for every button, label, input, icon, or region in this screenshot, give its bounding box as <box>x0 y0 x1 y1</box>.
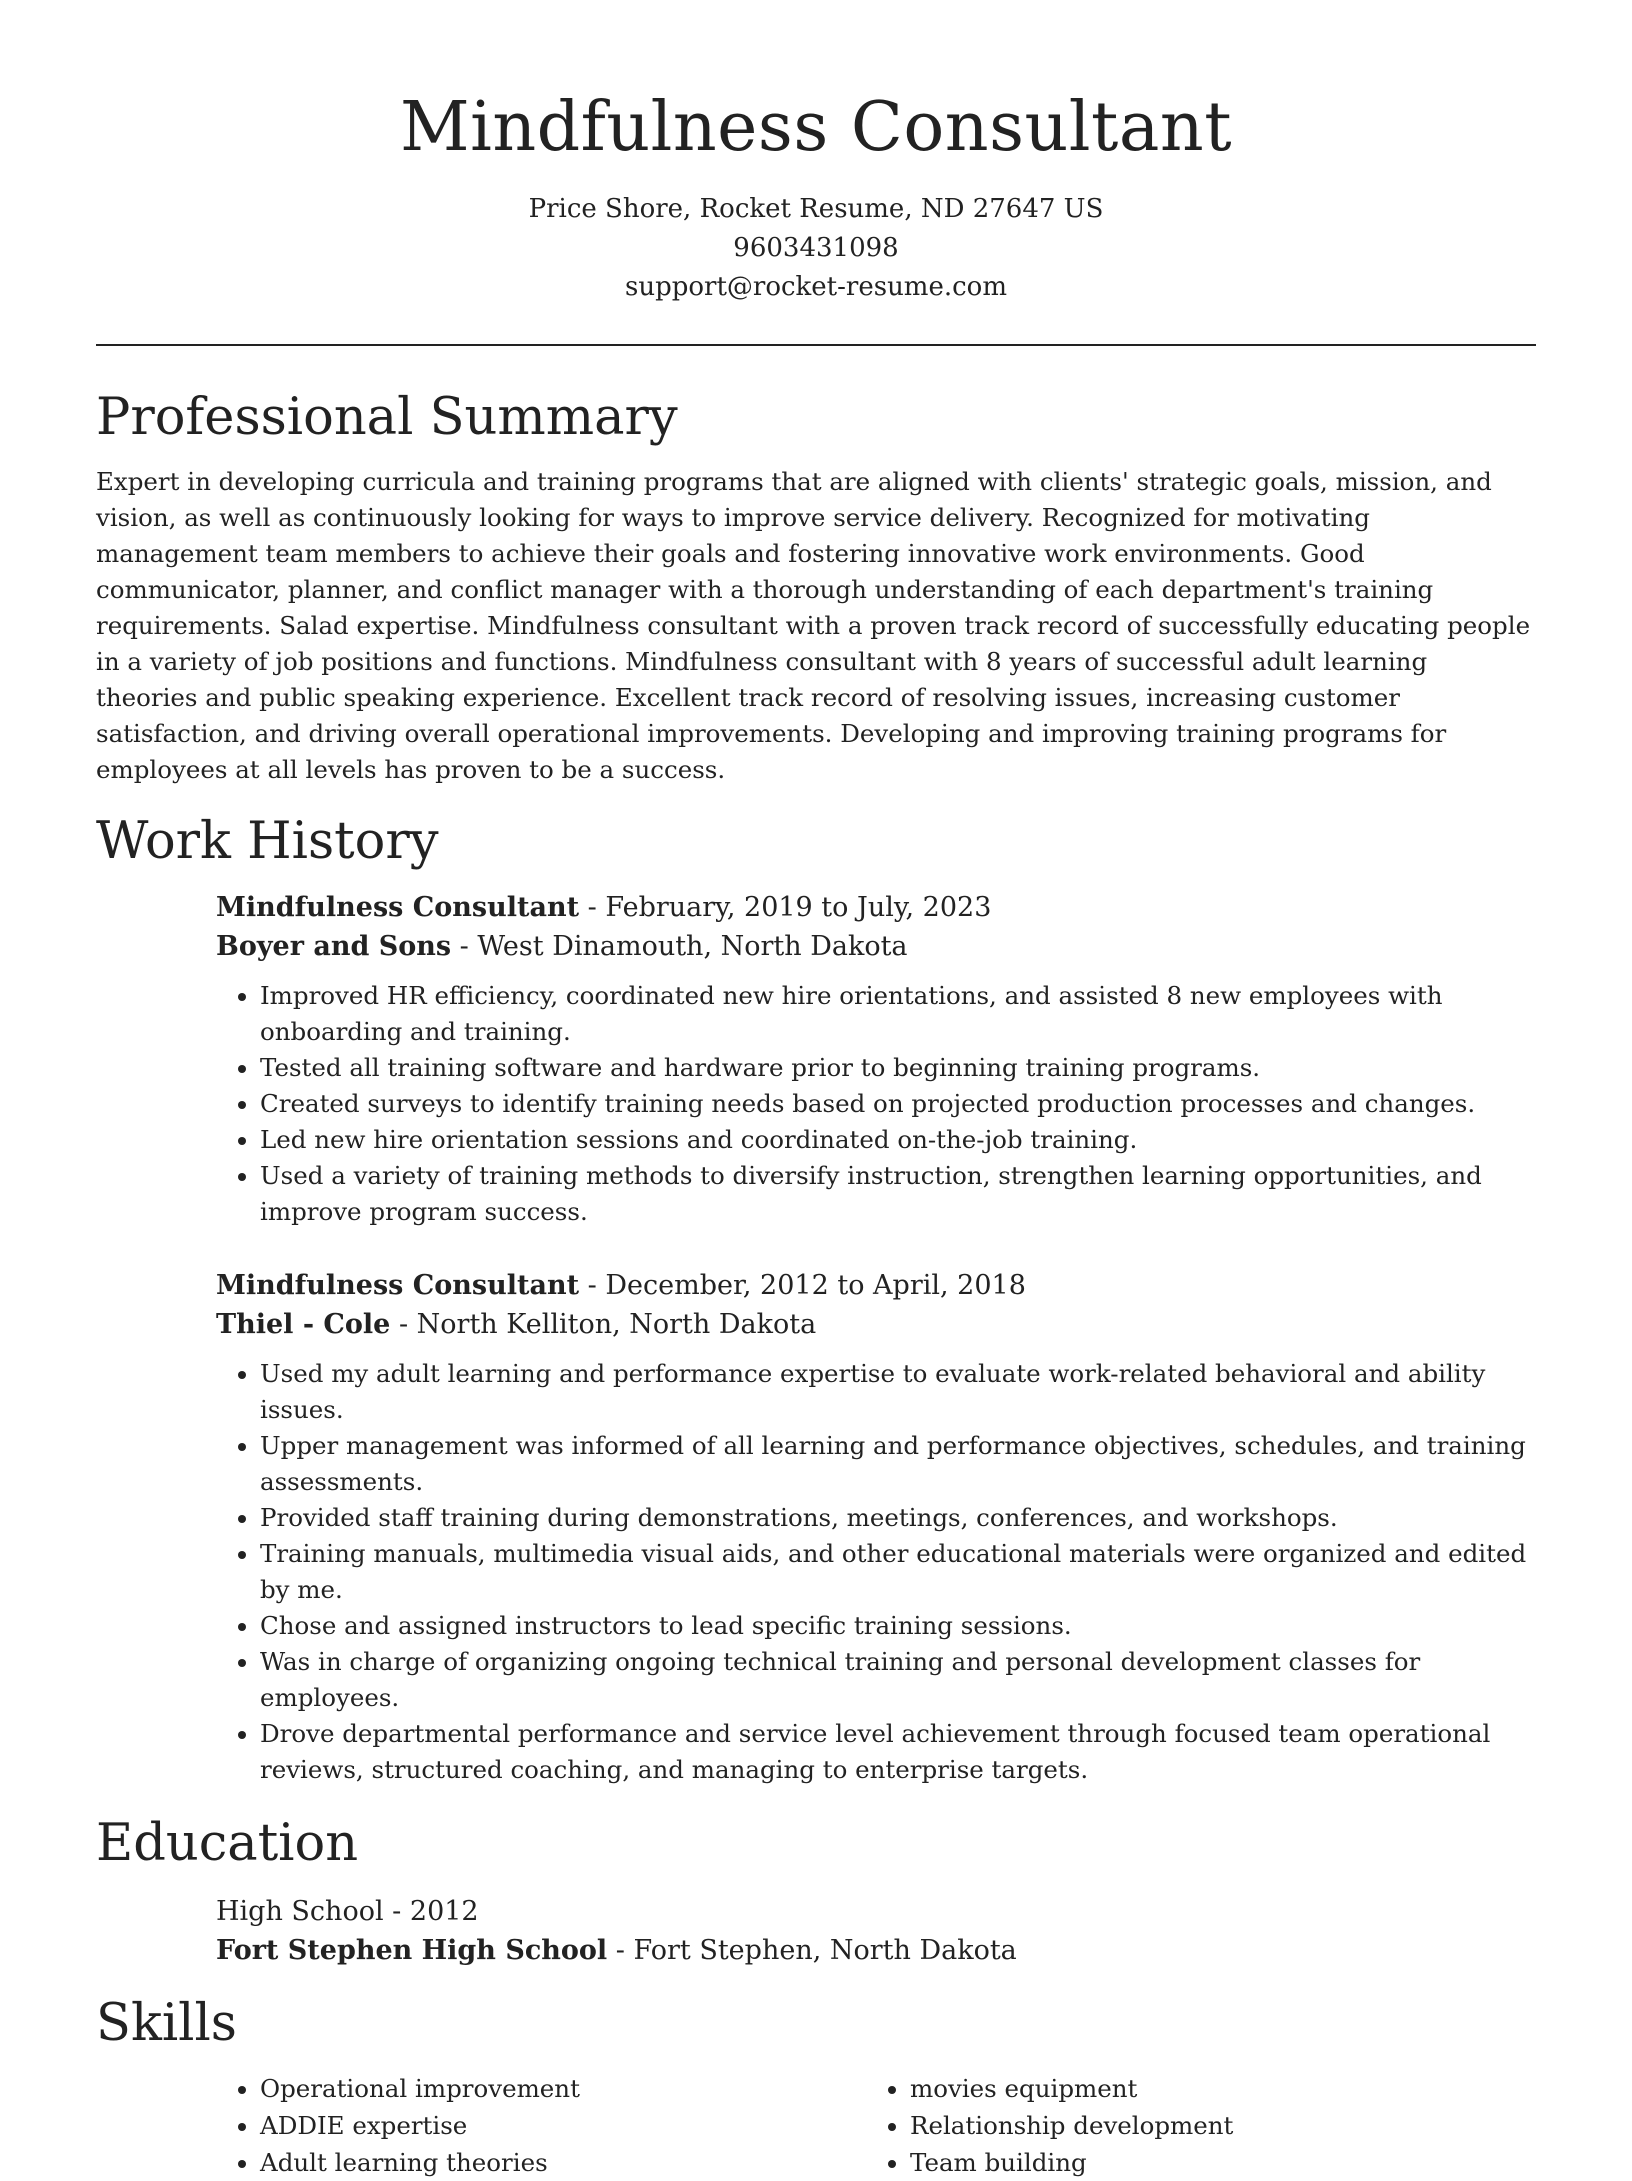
job-bullet: • Drove departmental performance and service level achievement through focused team operational reviews, structured coaching, and managing to enterprise targets. <box>260 1716 1536 1788</box>
job-bullet: • Created surveys to identify training needs based on projected production processes and changes. <box>260 1086 1536 1122</box>
section-title-work: Work History <box>96 812 439 871</box>
job-bullets <box>216 978 1536 1230</box>
job-bullet: • Upper management was informed of all learning and performance objectives, schedules, and training assessments. <box>260 1428 1536 1500</box>
section-title-education: Education <box>96 1814 359 1873</box>
job-company-line <box>216 927 1536 966</box>
job-bullet: • Used a variety of training methods to diversify instruction, strengthen learning opportunities, and improve program success. <box>260 1158 1536 1230</box>
job-dates: December, 2012 to April, 2018 <box>605 1270 1026 1301</box>
education-degree: High School <box>216 1896 384 1927</box>
job-bullet: • Provided staff training during demonstrations, meetings, conferences, and workshops. <box>260 1500 1536 1536</box>
summary-text: Expert in developing curricula and training programs that are aligned with clients' strategic goals, mission, and vision, as well as continuously looking for ways to improve service delivery. Recognized for motivating management team members to achieve their goals and fostering innovative work environments. Good communicator, planner, and conflict manager with a thorough understanding of each department's training requirements. Salad expertise. Mindfulness consultant with a proven track record of successfully educating people in a variety of job positions and functions. Mindfulness consultant with 8 years of successful adult learning theories and public speaking experience. Excellent track record of resolving issues, increasing customer satisfaction, and driving overall operational improvements. Developing and improving training programs for employees at all levels has proven to be a success. <box>96 467 1531 784</box>
contact-email: support@rocket-resume.com <box>624 272 1007 302</box>
section-skills <box>96 1990 1536 2181</box>
job-dates: February, 2019 to July, 2023 <box>605 892 992 923</box>
job-bullets <box>216 1356 1536 1788</box>
contact-address: Price Shore, Rocket Resume, ND 27647 US <box>528 194 1104 224</box>
skill-item: • ADDIE expertise <box>260 2107 866 2144</box>
education-separator: - <box>607 1935 634 1966</box>
education-year: 2012 <box>409 1896 479 1927</box>
job-entry <box>216 1266 1536 1788</box>
education-school: Fort Stephen High School <box>216 1935 608 1966</box>
job-bullet: • Tested all training software and hardware prior to beginning training programs. <box>260 1050 1536 1086</box>
education-entry <box>216 1892 1536 1970</box>
job-bullet: • Used my adult learning and performance expertise to evaluate work-related behavioral and ability issues. <box>260 1356 1536 1428</box>
section-education <box>96 1810 1536 1970</box>
job-location: West Dinamouth, North Dakota <box>477 931 908 962</box>
education-location: Fort Stephen, North Dakota <box>633 1935 1017 1966</box>
section-work-history <box>96 808 1536 1788</box>
resume-header <box>96 0 1536 307</box>
job-bullet: • Chose and assigned instructors to lead specific training sessions. <box>260 1608 1536 1644</box>
skill-item: • Adult learning theories <box>260 2144 866 2181</box>
job-company: Boyer and Sons <box>216 931 452 962</box>
job-bullet: • Was in charge of organizing ongoing technical training and personal development classes for employees. <box>260 1644 1536 1716</box>
skill-item: • movies equipment <box>910 2070 1516 2107</box>
skills-column-left <box>216 2070 866 2181</box>
contact-phone: 9603431098 <box>733 233 899 263</box>
job-bullet: • Improved HR efficiency, coordinated new hire orientations, and assisted 8 new employees with onboarding and training. <box>260 978 1536 1050</box>
job-bullet: • Training manuals, multimedia visual aids, and other educational materials were organized and edited by me. <box>260 1536 1536 1608</box>
education-separator: - <box>383 1896 410 1927</box>
job-role: Mindfulness Consultant <box>216 892 580 923</box>
skills-column-right <box>866 2070 1516 2181</box>
job-list <box>216 888 1536 1788</box>
education-degree-line <box>216 1892 1536 1931</box>
section-title-skills: Skills <box>96 1994 237 2053</box>
job-separator: - <box>390 1309 417 1340</box>
section-title-summary: Professional Summary <box>96 388 678 447</box>
job-separator: - <box>579 1270 606 1301</box>
resume-page <box>96 0 1536 2181</box>
job-location: North Kelliton, North Dakota <box>416 1309 817 1340</box>
skill-item: • Operational improvement <box>260 2070 866 2107</box>
skill-item: • Relationship development <box>910 2107 1516 2144</box>
job-bullet: • Led new hire orientation sessions and coordinated on-the-job training. <box>260 1122 1536 1158</box>
job-separator: - <box>451 931 478 962</box>
job-entry <box>216 888 1536 1230</box>
contact-info <box>96 190 1536 307</box>
job-title-line <box>216 1266 1536 1305</box>
skills-grid <box>216 2070 1536 2181</box>
job-title-line <box>216 888 1536 927</box>
education-school-line <box>216 1931 1536 1970</box>
header-divider <box>96 344 1536 346</box>
job-role: Mindfulness Consultant <box>216 1270 580 1301</box>
section-summary <box>96 384 1536 788</box>
job-company: Thiel - Cole <box>216 1309 391 1340</box>
job-separator: - <box>579 892 606 923</box>
candidate-name: Mindfulness Consultant <box>399 88 1233 167</box>
job-company-line <box>216 1305 1536 1344</box>
skill-item: • Team building <box>910 2144 1516 2181</box>
